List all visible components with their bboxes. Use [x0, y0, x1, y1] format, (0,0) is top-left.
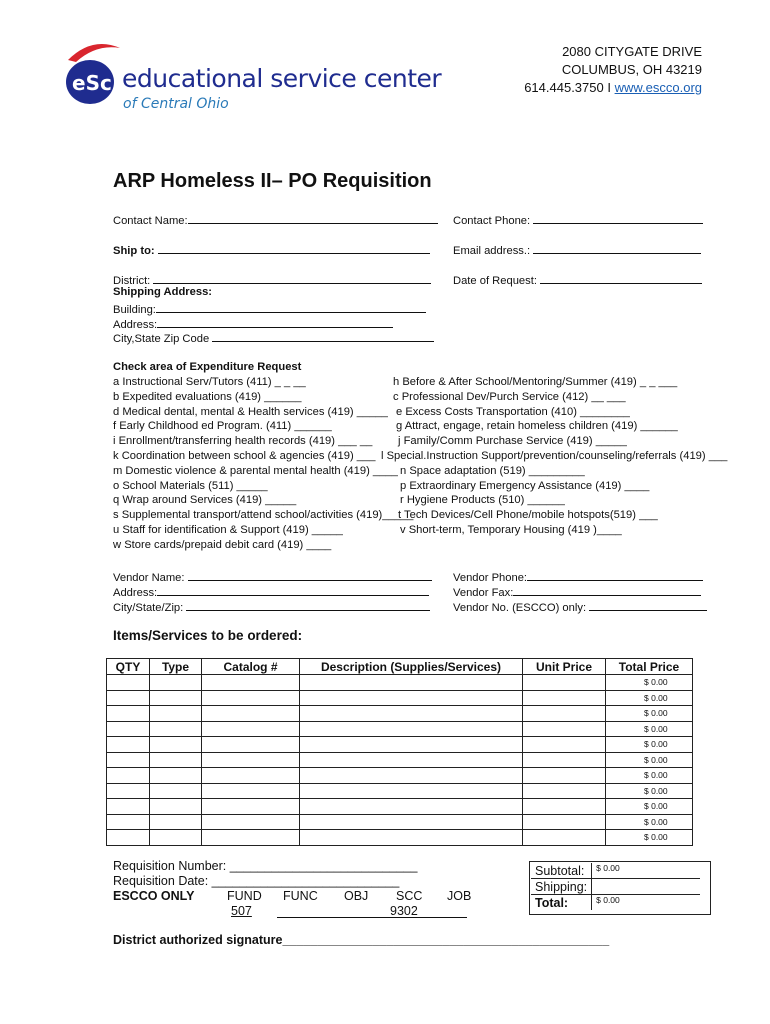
- email-field[interactable]: [453, 242, 701, 257]
- item-cell[interactable]: [202, 768, 300, 784]
- expenditure-option[interactable]: o School Materials (511) _____: [113, 479, 268, 492]
- expenditure-option[interactable]: i Enrollment/transferring health records (419) ___ __: [113, 435, 373, 448]
- expenditure-option[interactable]: u Staff for identification & Support (419) _____: [113, 524, 343, 536]
- shipping-label: Shipping:: [531, 879, 592, 895]
- item-cell[interactable]: [107, 830, 150, 846]
- item-cell[interactable]: [107, 690, 150, 706]
- item-cell[interactable]: [300, 814, 523, 830]
- item-cell[interactable]: [300, 706, 523, 722]
- subtotal-label: Subtotal:: [531, 863, 592, 879]
- item-cell[interactable]: [202, 737, 300, 753]
- item-cell[interactable]: [523, 768, 606, 784]
- total-price-cell[interactable]: $ 0.00: [606, 799, 693, 815]
- expenditure-option[interactable]: e Excess Costs Transportation (410) ________: [396, 405, 630, 418]
- items-header-row: [107, 659, 693, 675]
- vendor-number-label: Vendor No. (ESCCO) only:: [453, 602, 587, 614]
- vendor-city-label: City/State/Zip:: [113, 602, 184, 614]
- vendor-phone-label: Vendor Phone:: [453, 572, 528, 584]
- address-line-2: COLUMBUS, OH 43219: [561, 62, 702, 77]
- vendor-name-label: Vendor Name:: [113, 572, 185, 584]
- item-cell[interactable]: [300, 675, 523, 691]
- item-cell[interactable]: [150, 675, 202, 691]
- item-cell[interactable]: [150, 799, 202, 815]
- item-row: [107, 830, 693, 846]
- expenditure-option[interactable]: j Family/Comm Purchase Service (419) _____: [398, 435, 627, 448]
- total-price-cell[interactable]: $ 0.00: [606, 830, 693, 846]
- item-cell[interactable]: [107, 721, 150, 737]
- address-line-1: 2080 CITYGATE DRIVE: [562, 44, 702, 59]
- item-cell[interactable]: [523, 690, 606, 706]
- item-cell[interactable]: [107, 675, 150, 691]
- page-title: ARP Homeless II– PO Requisition: [113, 170, 432, 192]
- requisition-date[interactable]: Requisition Date: ___________________________: [113, 874, 400, 888]
- total-price-cell[interactable]: $ 0.00: [606, 721, 693, 737]
- item-cell[interactable]: [150, 783, 202, 799]
- item-cell[interactable]: [202, 783, 300, 799]
- item-cell[interactable]: [107, 799, 150, 815]
- expenditure-option[interactable]: h Before & After School/Mentoring/Summer (419) _ _ ___: [393, 376, 678, 388]
- item-cell[interactable]: [107, 706, 150, 722]
- item-cell[interactable]: [150, 830, 202, 846]
- address-field[interactable]: [113, 316, 393, 331]
- escco-only-label: ESCCO ONLY: [113, 889, 195, 903]
- item-cell[interactable]: [150, 737, 202, 753]
- fund-value: 507: [231, 904, 252, 918]
- esc-logo-icon: [62, 40, 124, 106]
- contact-phone-field[interactable]: [453, 212, 703, 227]
- item-cell[interactable]: [202, 721, 300, 737]
- vendor-phone-field[interactable]: [453, 569, 703, 584]
- total-price-cell[interactable]: $ 0.00: [606, 706, 693, 722]
- item-cell[interactable]: [202, 752, 300, 768]
- shipping-address-heading: Shipping Address:: [113, 286, 213, 298]
- fund-label: FUND: [227, 889, 262, 903]
- item-cell[interactable]: [107, 737, 150, 753]
- col-total-price: Total Price: [606, 659, 693, 675]
- col-description: Description (Supplies/Services): [300, 659, 523, 675]
- item-cell[interactable]: [523, 752, 606, 768]
- item-cell[interactable]: [202, 830, 300, 846]
- item-cell[interactable]: [523, 814, 606, 830]
- total-price-cell[interactable]: $ 0.00: [606, 690, 693, 706]
- item-cell[interactable]: [300, 721, 523, 737]
- total-price-cell[interactable]: $ 0.00: [606, 737, 693, 753]
- expenditure-option[interactable]: w Store cards/prepaid debit card (419) ____: [113, 538, 332, 551]
- email-label: Email address.:: [453, 245, 531, 257]
- item-row: [107, 675, 693, 691]
- expenditure-option[interactable]: s Supplemental transport/attend school/activities (419)_____: [113, 509, 414, 522]
- item-row: [107, 690, 693, 706]
- col-unit-price: Unit Price: [523, 659, 606, 675]
- job-label: JOB: [447, 889, 472, 903]
- expenditure-option[interactable]: p Extraordinary Emergency Assistance (419) ____: [400, 479, 650, 492]
- requisition-number[interactable]: Requisition Number: ___________________________: [113, 859, 418, 873]
- item-cell[interactable]: [523, 721, 606, 737]
- item-cell[interactable]: [300, 752, 523, 768]
- total-price-cell[interactable]: $ 0.00: [606, 783, 693, 799]
- logo-subtitle: of Central Ohio: [123, 96, 229, 112]
- vendor-address-label: Address:: [113, 587, 158, 599]
- vendor-fax-label: Vendor Fax:: [453, 587, 514, 599]
- vendor-number-field[interactable]: [453, 599, 707, 614]
- vendor-fax-field[interactable]: [453, 584, 701, 599]
- item-cell[interactable]: [107, 814, 150, 830]
- item-cell[interactable]: [300, 830, 523, 846]
- item-cell[interactable]: [523, 737, 606, 753]
- expenditure-option[interactable]: f Early Childhood ed Program. (411) ______: [113, 420, 332, 433]
- code-underline: [277, 917, 467, 918]
- item-cell[interactable]: [202, 799, 300, 815]
- item-row: [107, 783, 693, 799]
- vendor-city-field[interactable]: [113, 599, 430, 614]
- contact-name-label: Contact Name:: [113, 215, 188, 227]
- ship-to-label: Ship to:: [113, 245, 155, 257]
- scc-label: SCC: [396, 889, 423, 903]
- total-price-cell[interactable]: $ 0.00: [606, 814, 693, 830]
- item-row: [107, 721, 693, 737]
- city-state-zip-field[interactable]: [113, 330, 434, 345]
- expenditure-option[interactable]: l Special.Instruction Support/prevention/counseling/referrals (419) ___: [381, 450, 728, 462]
- signature-line[interactable]: District authorized signature_______________________________________________: [113, 933, 610, 947]
- item-cell[interactable]: [523, 675, 606, 691]
- item-cell[interactable]: [150, 752, 202, 768]
- date-of-request-label: Date of Request:: [453, 275, 537, 287]
- item-cell[interactable]: [150, 721, 202, 737]
- item-cell[interactable]: [202, 814, 300, 830]
- expenditure-option[interactable]: d Medical dental, mental & Health services (419) _____: [113, 405, 388, 418]
- building-field[interactable]: [113, 301, 426, 316]
- phone-number: 614.445.3750 I: [524, 80, 611, 95]
- item-cell[interactable]: [300, 690, 523, 706]
- item-row: [107, 706, 693, 722]
- district-label: District:: [113, 275, 151, 287]
- item-row: [107, 737, 693, 753]
- item-cell[interactable]: [202, 690, 300, 706]
- item-cell[interactable]: [523, 830, 606, 846]
- expenditure-option[interactable]: a Instructional Serv/Tutors (411) _ _ __: [113, 376, 306, 388]
- item-cell[interactable]: [150, 690, 202, 706]
- item-cell[interactable]: [107, 752, 150, 768]
- expenditure-heading: Check area of Expenditure Request: [113, 361, 302, 373]
- total-price-cell[interactable]: $ 0.00: [606, 675, 693, 691]
- item-row: [107, 768, 693, 784]
- expenditure-option[interactable]: b Expedited evaluations (419) ______: [113, 390, 302, 403]
- col-qty: QTY: [107, 659, 150, 675]
- expenditure-option[interactable]: v Short-term, Temporary Housing (419 )____: [400, 524, 622, 536]
- contact-line: [524, 80, 702, 95]
- total-price-cell[interactable]: $ 0.00: [606, 752, 693, 768]
- item-cell[interactable]: [202, 675, 300, 691]
- expenditure-option[interactable]: t Tech Devices/Cell Phone/mobile hotspots(519) ___: [398, 509, 658, 522]
- district-field[interactable]: [113, 272, 431, 287]
- vendor-name-field[interactable]: [113, 569, 432, 584]
- item-cell[interactable]: [523, 706, 606, 722]
- item-cell[interactable]: [150, 768, 202, 784]
- item-cell[interactable]: [300, 799, 523, 815]
- item-cell[interactable]: [150, 706, 202, 722]
- address-label: Address:: [113, 319, 158, 331]
- item-cell[interactable]: [107, 768, 150, 784]
- expenditure-option[interactable]: g Attract, engage, retain homeless children (419) ______: [396, 420, 678, 433]
- expenditure-option[interactable]: n Space adaptation (519) _________: [400, 464, 585, 477]
- city-state-zip-label: City,State Zip Code: [113, 333, 210, 345]
- items-table: [106, 658, 693, 846]
- logo-name: educational service center: [122, 64, 442, 93]
- total-price-cell[interactable]: $ 0.00: [606, 768, 693, 784]
- svg-text:eSc: eSc: [72, 71, 112, 95]
- item-cell[interactable]: [523, 783, 606, 799]
- contact-phone-label: Contact Phone:: [453, 215, 531, 227]
- expenditure-option[interactable]: k Coordination between school & agencies (419) ___: [113, 450, 376, 462]
- totals-table: [531, 863, 700, 910]
- scc-value: 9302: [390, 904, 418, 918]
- item-row: [107, 814, 693, 830]
- vendor-address-field[interactable]: [113, 584, 429, 599]
- date-of-request-field[interactable]: [453, 272, 702, 287]
- item-cell[interactable]: [300, 737, 523, 753]
- contact-name-field[interactable]: [113, 212, 438, 227]
- item-cell[interactable]: [300, 768, 523, 784]
- item-cell[interactable]: [202, 706, 300, 722]
- item-cell[interactable]: [300, 783, 523, 799]
- total-value: $ 0.00: [592, 895, 701, 911]
- website-link[interactable]: www.escco.org: [614, 80, 702, 95]
- item-row: [107, 752, 693, 768]
- items-heading: Items/Services to be ordered:: [113, 628, 303, 643]
- col-catalog: Catalog #: [202, 659, 300, 675]
- item-cell[interactable]: [523, 799, 606, 815]
- obj-label: OBJ: [344, 889, 369, 903]
- col-type: Type: [150, 659, 202, 675]
- item-cell[interactable]: [107, 783, 150, 799]
- func-label: FUNC: [283, 889, 318, 903]
- subtotal-value: $ 0.00: [592, 863, 701, 879]
- item-row: [107, 799, 693, 815]
- expenditure-option[interactable]: m Domestic violence & parental mental health (419) ____: [113, 464, 398, 477]
- building-label: Building:: [113, 304, 156, 316]
- expenditure-option[interactable]: r Hygiene Products (510) ______: [400, 494, 565, 507]
- total-label: Total:: [531, 895, 592, 911]
- ship-to-field[interactable]: [113, 242, 430, 257]
- expenditure-option[interactable]: q Wrap around Services (419) _____: [113, 494, 297, 507]
- expenditure-option[interactable]: c Professional Dev/Purch Service (412) __ ___: [393, 390, 626, 403]
- item-cell[interactable]: [150, 814, 202, 830]
- shipping-value[interactable]: [592, 879, 701, 895]
